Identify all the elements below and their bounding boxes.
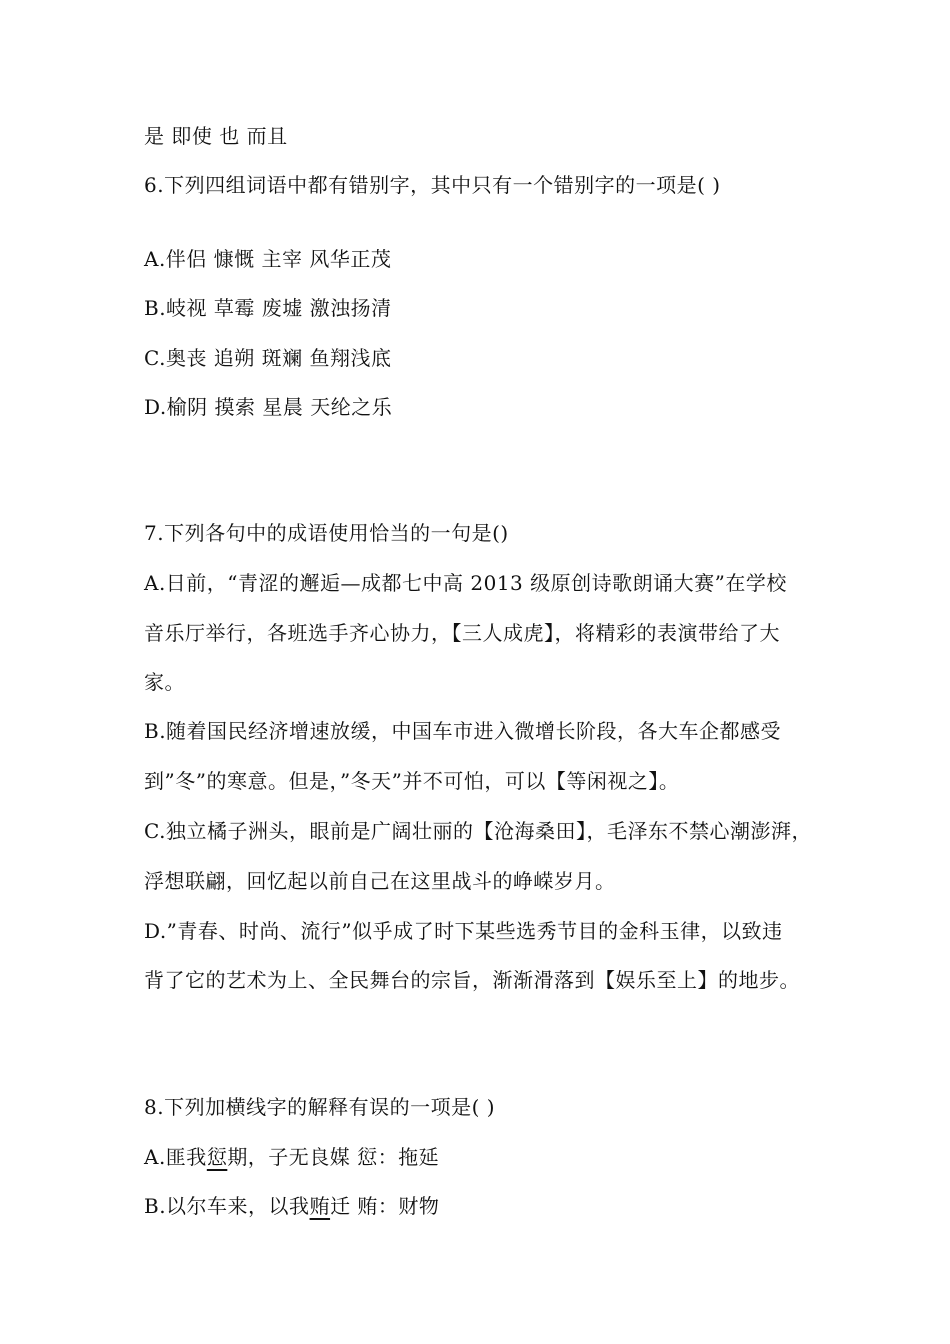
q7-option-a-line3: 家。: [144, 670, 185, 694]
q8-option-b-underlined-char: 贿: [309, 1194, 331, 1218]
q8-stem: 8.下列加横线字的解释有误的一项是( ): [144, 1095, 496, 1119]
q8-option-a-pre: A.匪我: [144, 1145, 207, 1169]
q8-option-a-post: 期，子无良媒 愆：拖延: [227, 1145, 440, 1169]
q6-stem: 6.下列四组词语中都有错别字，其中只有一个错别字的一项是( ): [144, 173, 721, 197]
q7-option-b-line2: 到”冬”的寒意。但是，”冬天”并不可怕，可以【等闲视之】。: [144, 769, 680, 793]
q7-option-c-line2: 浮想联翩，回忆起以前自己在这里战斗的峥嵘岁月。: [144, 869, 616, 893]
q8-option-b-pre: B.以尔车来，以我: [144, 1194, 310, 1218]
q8-option-a-underlined-char: 愆: [206, 1145, 228, 1169]
q7-option-d-line1: D.”青春、时尚、流行”似乎成了时下某些选秀节目的金科玉律，以致违: [144, 919, 783, 943]
q7-option-a-line2: 音乐厅举行，各班选手齐心协力，【三人成虎】，将精彩的表演带给了大: [144, 621, 780, 645]
q6-option-c: C.奥丧 追朔 斑斓 鱼翔浅底: [144, 346, 392, 370]
q7-option-d-line2: 背了它的艺术为上、全民舞台的宗旨，渐渐滑落到【娱乐至上】的地步。: [144, 968, 800, 992]
q8-option-b-post: 迁 贿：财物: [330, 1194, 440, 1218]
q6-option-b: B.岐视 草霉 废墟 激浊扬清: [144, 296, 392, 320]
q8-option-a: [144, 1144, 810, 1170]
q7-stem: 7.下列各句中的成语使用恰当的一句是(): [144, 521, 509, 545]
q8-option-b: [144, 1193, 810, 1219]
q6-option-a: A.伴侣 慷慨 主宰 风华正茂: [144, 247, 392, 271]
q7-option-b-line1: B.随着国民经济增速放缓，中国车市进入微增长阶段，各大车企都感受: [144, 719, 782, 743]
q5-answer-words: 是 即使 也 而且: [144, 124, 288, 148]
q6-option-d: D.榆阴 摸索 星晨 天纶之乐: [144, 395, 393, 419]
q7-option-a-line1: A.日前，“青涩的邂逅—成都七中高 2013 级原创诗歌朗诵大赛”在学校: [144, 571, 787, 595]
q7-option-c-line1: C.独立橘子洲头，眼前是广阔壮丽的【沧海桑田】，毛泽东不禁心潮澎湃，: [144, 819, 812, 843]
